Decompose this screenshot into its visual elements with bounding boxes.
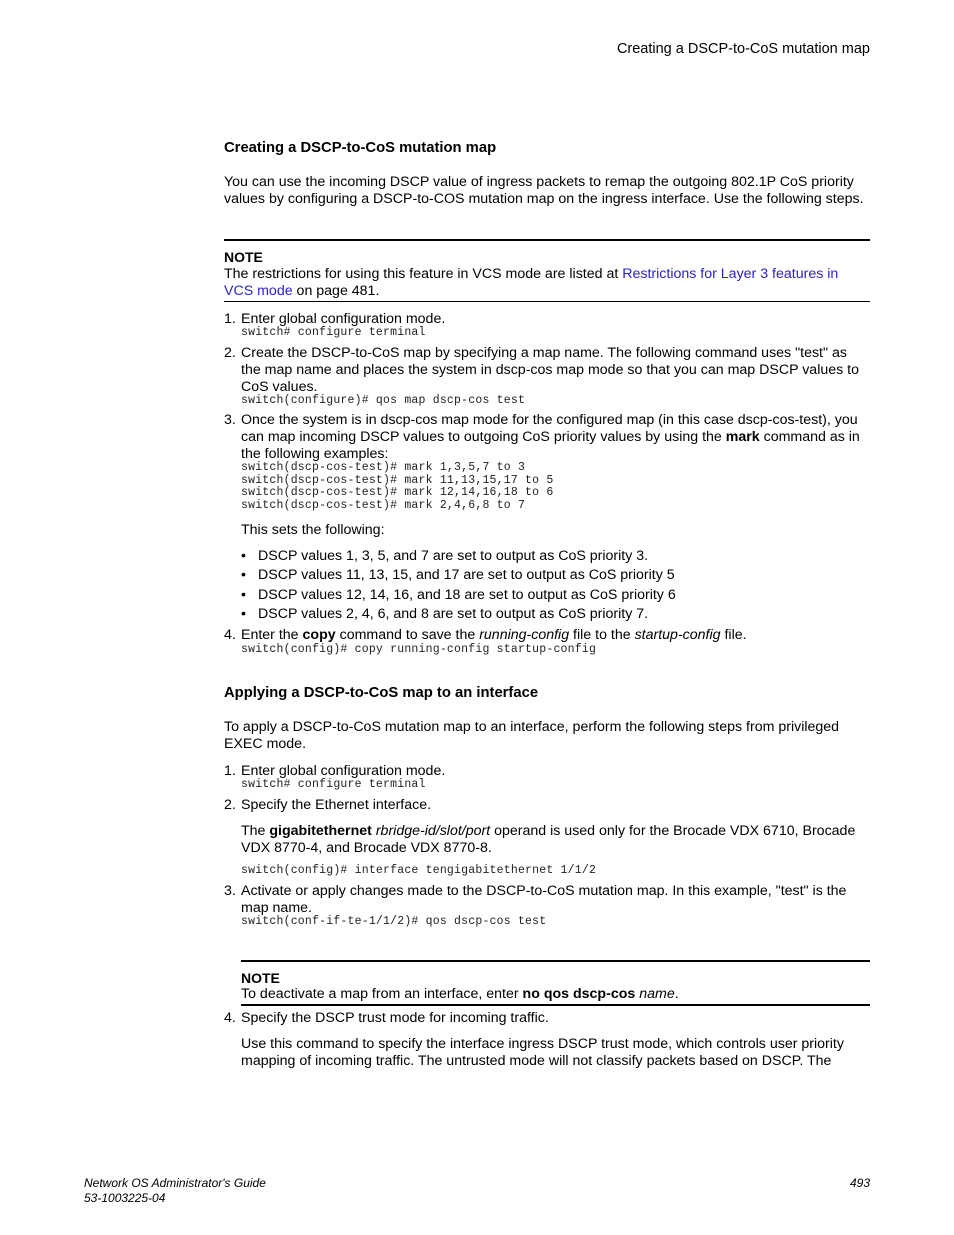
- bullet-item: •: [241, 567, 246, 583]
- code-line: switch(dscp-cos-test)# mark 12,14,16,18 to 6: [241, 486, 554, 500]
- step-number: 2.: [224, 345, 236, 361]
- copy-command: copy: [302, 627, 336, 643]
- text-run: operand is used only for the Brocade VDX 6710, Brocade VDX 8770-4, and Brocade VDX 8770-8.: [241, 823, 856, 856]
- text-run: The: [241, 823, 270, 839]
- running-config-term: running-config: [479, 627, 570, 643]
- code-block: switch# configure terminal: [241, 326, 426, 339]
- bullet-text: DSCP values 1, 3, 5, and 7 are set to output as CoS priority 3.: [258, 548, 649, 564]
- text-run: file.: [720, 627, 747, 643]
- step-text: [241, 627, 747, 644]
- code-block: switch(configure)# qos map dscp-cos test: [241, 394, 526, 407]
- text-run: .: [674, 986, 679, 1002]
- section-heading: Applying a DSCP-to-CoS map to an interface: [224, 685, 539, 701]
- section-heading: Creating a DSCP-to-CoS mutation map: [224, 140, 497, 156]
- note-top-rule: [224, 239, 870, 241]
- bullet-text: DSCP values 2, 4, 6, and 8 are set to output as CoS priority 7.: [258, 606, 649, 622]
- step-text: Enter global configuration mode.: [241, 763, 446, 779]
- operand-paragraph: [241, 823, 861, 857]
- text-run: Once the system is in dscp-cos map mode for the configured map (in this case dscp-cos-test), you can map incoming DSCP values to outgoing CoS priority values by using the: [241, 412, 858, 445]
- step-text: Specify the DSCP trust mode for incoming traffic.: [241, 1010, 549, 1026]
- step-number: 3.: [224, 883, 236, 899]
- note-text-before: The restrictions for using this feature in VCS mode are listed at: [224, 266, 623, 282]
- code-line: switch(dscp-cos-test)# mark 1,3,5,7 to 3: [241, 461, 526, 474]
- bullet-item: •: [241, 587, 246, 603]
- note-text: [224, 266, 870, 300]
- note-label: NOTE: [224, 249, 263, 265]
- bullet-text: DSCP values 11, 13, 15, and 17 are set to output as CoS priority 5: [258, 567, 675, 583]
- text-run: file to the: [569, 627, 635, 643]
- footer-title: Network OS Administrator's Guide: [84, 1176, 266, 1190]
- no-qos-command: no qos dscp-cos: [522, 986, 636, 1002]
- step-number: 3.: [224, 412, 236, 428]
- code-block: switch(config)# copy running-config startup-config: [241, 643, 597, 656]
- step-text: Activate or apply changes made to the DSCP-to-CoS mutation map. In this example, "test" is the map name.: [241, 883, 847, 916]
- note-top-rule: [241, 960, 870, 962]
- code-line: switch(dscp-cos-test)# mark 2,4,6,8 to 7: [241, 498, 526, 512]
- intro-paragraph: You can use the incoming DSCP value of ingress packets to remap the outgoing 802.1P CoS priority values by configuring a DSCP-to-COS mutation map on the ingress interface. Use the following steps.: [224, 174, 864, 207]
- sets-text: This sets the following:: [241, 522, 385, 538]
- bullet-item: •: [241, 548, 246, 564]
- step-number: 4.: [224, 627, 236, 643]
- code-block: switch(config)# interface tengigabitethernet 1/1/2: [241, 864, 597, 877]
- code-block: [241, 462, 553, 512]
- step-number: 2.: [224, 797, 236, 813]
- trust-mode-paragraph: Use this command to specify the interface ingress DSCP trust mode, which controls user priority mapping of incoming traffic. The untrusted mode will not classify packets based on DSCP. The: [241, 1036, 844, 1069]
- step-number: 4.: [224, 1010, 236, 1026]
- bullet-text: DSCP values 12, 14, 16, and 18 are set to output as CoS priority 6: [258, 587, 676, 603]
- startup-config-term: startup-config: [634, 627, 721, 643]
- intro-paragraph: To apply a DSCP-to-CoS mutation map to an interface, perform the following steps from privileged EXEC mode.: [224, 719, 840, 752]
- page-number: 493: [849, 1176, 870, 1190]
- bullet-item: •: [241, 606, 246, 622]
- step-number: 1.: [224, 763, 236, 779]
- step-number: 1.: [224, 311, 236, 327]
- step-text: Enter global configuration mode.: [241, 311, 446, 327]
- running-header: Creating a DSCP-to-CoS mutation map: [616, 41, 870, 57]
- step-text: Specify the Ethernet interface.: [241, 797, 432, 813]
- step-text: Create the DSCP-to-CoS map by specifying a map name. The following command uses "test" as the map name and places the system in dscp-cos map mode so that you can map DSCP values to CoS values.: [241, 345, 860, 395]
- restrictions-link[interactable]: Restrictions for Layer 3 features in VCS mode: [224, 266, 839, 299]
- text-run: Enter the: [241, 627, 303, 643]
- step-text: [241, 412, 869, 463]
- operand-term: rbridge-id/slot/port: [375, 823, 491, 839]
- text-run: To deactivate a map from an interface, enter: [241, 986, 523, 1002]
- note-text-after: on page 481.: [292, 283, 380, 299]
- text-run: command to save the: [335, 627, 480, 643]
- code-line: switch(dscp-cos-test)# mark 11,13,15,17 to 5: [241, 473, 554, 487]
- note-text: [241, 986, 679, 1003]
- note-bottom-rule: [224, 301, 870, 302]
- name-term: name: [639, 986, 675, 1002]
- note-bottom-rule: [241, 1004, 870, 1006]
- text-run: command as in the following examples:: [241, 429, 860, 462]
- code-block: switch(conf-if-te-1/1/2)# qos dscp-cos test: [241, 915, 547, 928]
- note-label: NOTE: [241, 970, 280, 986]
- code-block: switch# configure terminal: [241, 778, 426, 791]
- mark-command: mark: [725, 429, 760, 445]
- footer-doc-id: 53-1003225-04: [84, 1191, 166, 1205]
- gigabitethernet-keyword: gigabitethernet: [269, 823, 372, 839]
